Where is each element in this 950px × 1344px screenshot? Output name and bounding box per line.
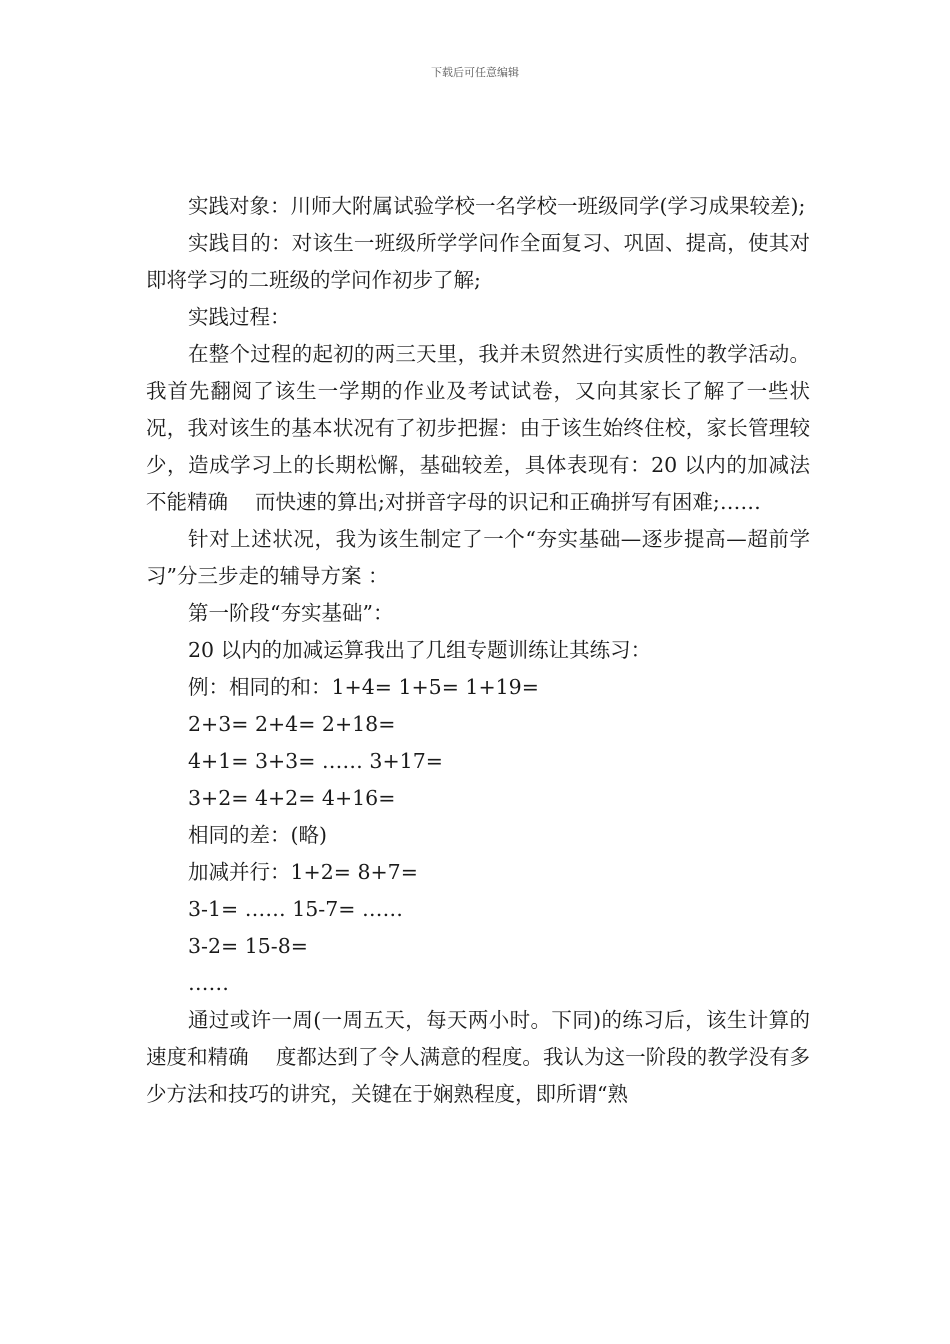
- exercise-line: 4+1= 3+3= …… 3+17=: [188, 749, 443, 773]
- exercise-line: 3+2= 4+2= 4+16=: [188, 786, 396, 810]
- paragraph-training-intro: 20 以内的加减运算我出了几组专题训练让其练习：: [188, 638, 652, 662]
- exercise-line: 3-2= 15-8=: [188, 934, 308, 958]
- page-header: 下载后可任意编辑: [431, 66, 519, 79]
- exercise-line: 2+3= 2+4= 2+18=: [188, 712, 396, 736]
- exercise-line-mixed: 加减并行：1+2= 8+7=: [188, 860, 418, 884]
- exercise-line-same-difference: 相同的差：(略): [188, 823, 327, 847]
- exercise-line: 3-1= …… 15-7= ……: [188, 897, 403, 921]
- paragraph-practice-object: 实践对象：川师大附属试验学校一名学校一班级同学(学习成果较差);: [188, 194, 806, 218]
- paragraph-initial-days: 在整个过程的起初的两三天里，我并未贸然进行实质性的教学活动。我首先翻阅了该生一学期的作业及考试试卷，又向其家长了解了一些状况，我对该生的基本状况有了初步把握：由于该生始终住校，家长管理较少，造成学习上的长期松懈，基础较差，具体表现有：20 以内的加减法不能精确 而快速的算出;对拼音字母的识记和正确拼写有困难;……: [146, 342, 810, 514]
- paragraph-results: 通过或许一周(一周五天，每天两小时。下同)的练习后，该生计算的速度和精确 度都达到了令人满意的程度。我认为这一阶段的教学没有多少方法和技巧的讲究，关键在于娴熟程度，即所谓“熟: [146, 1008, 810, 1106]
- paragraph-tutoring-plan: 针对上述状况，我为该生制定了一个“夯实基础—逐步提高—超前学习”分三步走的辅导方案 ：: [146, 527, 810, 588]
- paragraph-practice-purpose: 实践目的：对该生一班级所学学问作全面复习、巩固、提高，使其对即将学习的二班级的学问作初步了解;: [146, 231, 810, 292]
- paragraph-stage-one-heading: 第一阶段“夯实基础”：: [188, 601, 394, 625]
- exercise-ellipsis: ……: [188, 971, 229, 995]
- document-body: [146, 188, 810, 1113]
- exercise-line-same-sum: 例：相同的和：1+4= 1+5= 1+19=: [188, 675, 539, 699]
- paragraph-practice-process-heading: 实践过程：: [188, 305, 291, 329]
